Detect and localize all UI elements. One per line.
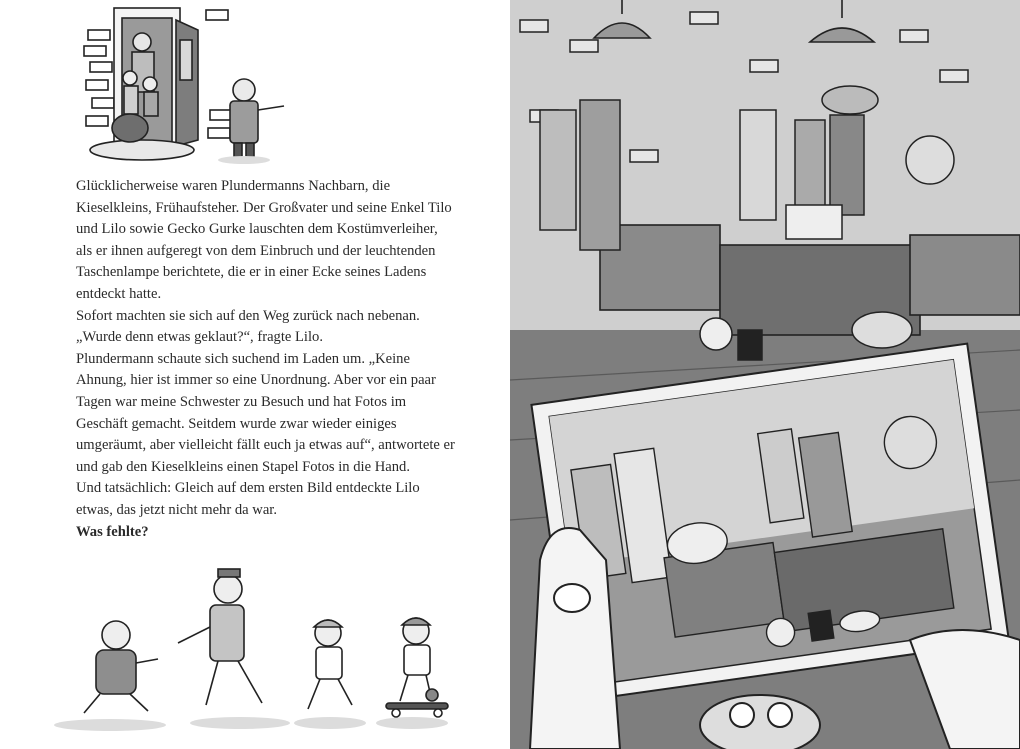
running-characters-illustration [40, 555, 460, 745]
right-page [510, 0, 1020, 749]
paragraph-2: Sofort machten sie sich auf den Weg zurück nach nebenan. [76, 307, 420, 324]
paragraph-1: Glücklicherweise waren Plundermanns Nachbarn, die Kieselkleins, Frühaufsteher. Der Großvater und seine Enkel Tilo und Lilo sowie Gecko Gurke lauschten dem Kostümverleiher, als er ihnen aufgeregt von dem Einbruch und der leuchtenden Taschenlampe berichtete, die er in einer Ecke seines Ladens entdeckt hatte. [76, 178, 452, 302]
costume-shop-illustration [510, 0, 1020, 749]
paragraph-5: Und tatsächlich: Gleich auf dem ersten Bild entdeckte Lilo etwas, das jetzt nicht mehr da war. [76, 480, 420, 518]
doorway-illustration [80, 0, 310, 170]
story-text [76, 176, 456, 543]
puzzle-question: Was fehlte? [76, 523, 149, 540]
paragraph-4: Plundermann schaute sich suchend im Laden um. „Keine Ahnung, hier ist immer so eine Unordnung. Aber vor ein paar Tagen war meine Schwester zu Besuch und hat Fotos im Geschäft gemacht. Seitdem wurde zwar wieder einiges umgeräumt, aber vielleicht fällt euch ja etwas auf“, antwortete er und gab den Kieselkleins einen Stapel Fotos in die Hand. [76, 350, 455, 475]
paragraph-3: „Wurde denn etwas geklaut?“, fragte Lilo. [76, 329, 323, 346]
